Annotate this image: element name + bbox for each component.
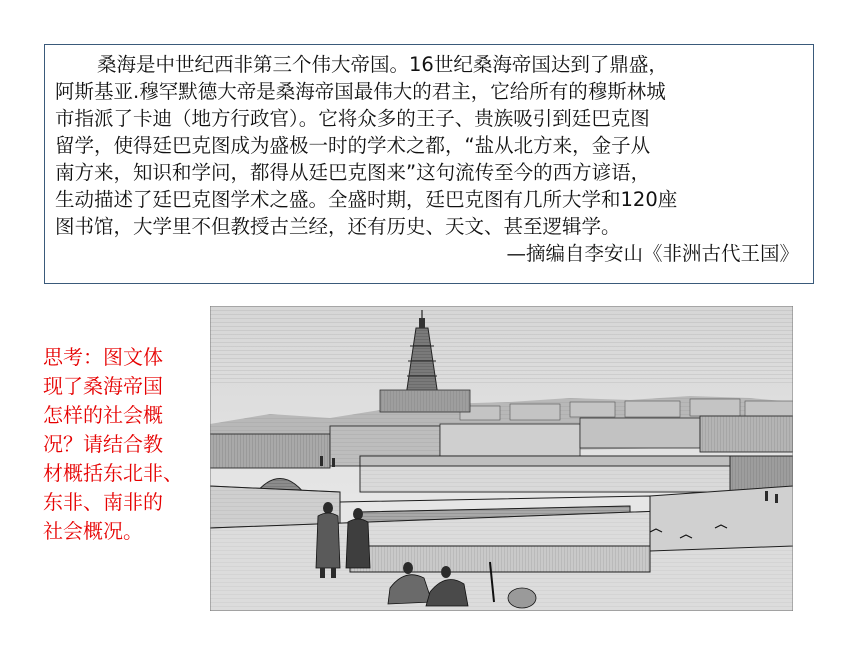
question-line-5: 材概括东北非、 <box>43 461 183 485</box>
quote-source: —摘编自李安山《非洲古代王国》 <box>506 242 799 265</box>
quote-line-5: 南方来，知识和学问，都得从廷巴克图来”这句流传至今的西方谚语， <box>55 161 651 184</box>
question-line-3: 怎样的社会概 <box>43 403 163 427</box>
quote-line-7: 图书馆，大学里不但教授古兰经，还有历史、天文、甚至逻辑学。 <box>55 215 621 238</box>
quote-line-1: 桑海是中世纪西非第三个伟大帝国。16世纪桑海帝国达到了鼎盛， <box>97 53 668 76</box>
question-line-7: 社会概况。 <box>43 519 143 543</box>
question-line-4: 况？请结合教 <box>43 432 163 456</box>
thinking-question <box>43 343 203 546</box>
timbuktu-engraving-image <box>210 306 793 611</box>
quote-box <box>44 44 814 284</box>
question-line-6: 东非、南非的 <box>43 490 163 514</box>
quote-line-2: 阿斯基亚.穆罕默德大帝是桑海帝国最伟大的君主，它给所有的穆斯林城 <box>55 80 666 103</box>
question-line-1: 思考：图文体 <box>43 345 163 369</box>
question-line-2: 现了桑海帝国 <box>43 374 163 398</box>
quote-line-6: 生动描述了廷巴克图学术之盛。全盛时期，廷巴克图有几所大学和120座 <box>55 188 678 211</box>
quote-line-3: 市指派了卡迪（地方行政官）。它将众多的王子、贵族吸引到廷巴克图 <box>55 107 650 130</box>
quote-line-4: 留学，使得廷巴克图成为盛极一时的学术之都，“盐从北方来，金子从 <box>55 134 651 157</box>
